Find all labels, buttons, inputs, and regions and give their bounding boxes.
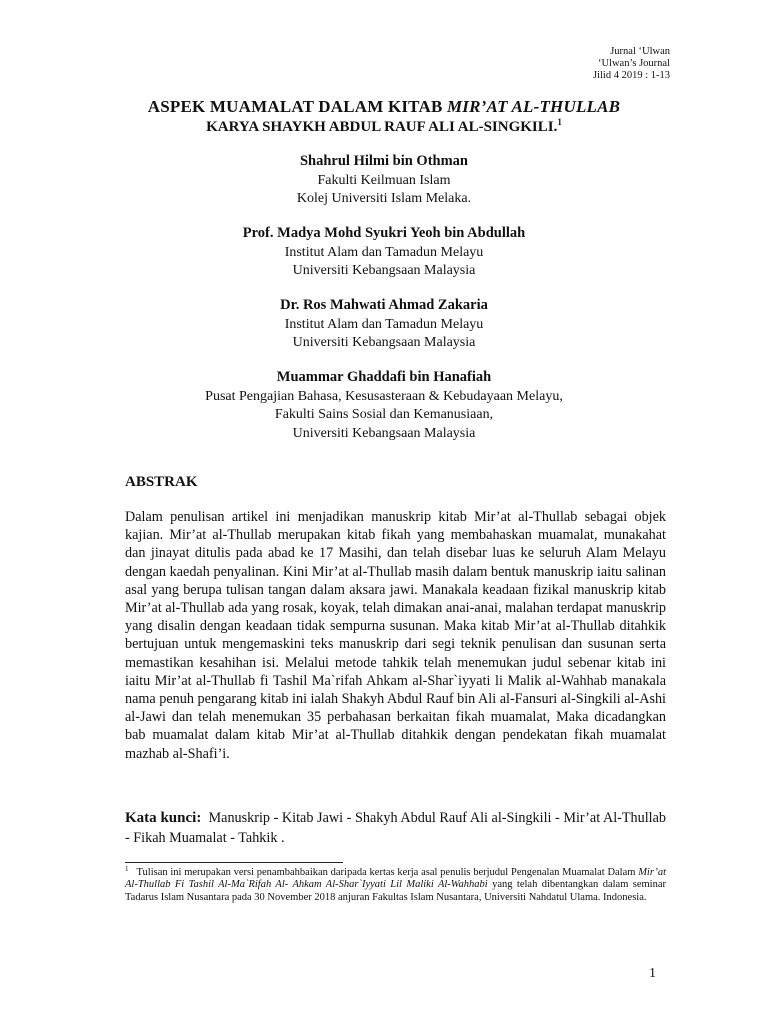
page-number: 1 xyxy=(649,966,656,981)
footnote xyxy=(125,867,666,904)
title-main: ASPEK MUAMALAT DALAM KITAB xyxy=(147,97,447,116)
title-italic: MIR’AT AL-THULLAB xyxy=(446,97,621,116)
keywords-label: Kata kunci: xyxy=(125,810,202,826)
author-affiliation: Institut Alam dan Tamadun Melayu xyxy=(284,244,484,260)
title-footnote-mark: 1 xyxy=(557,117,562,127)
author-affiliation: Pusat Pengajian Bahasa, Kesusasteraan & Kebudayaan Melayu, xyxy=(205,388,563,404)
footnote-text: Tulisan ini merupakan versi penambahbaikan daripada kertas kerja asal penulis berjudul Pengenalan Muamalat Dalam xyxy=(136,867,639,878)
journal-name-en: ‘Ulwan’s Journal xyxy=(597,58,670,69)
journal-volume: Jilid 4 2019 : 1-13 xyxy=(592,70,670,81)
author-affiliation: Universiti Kebangsaan Malaysia xyxy=(292,425,476,441)
footnote-text-end: yang telah dibentangkan dalam seminar Tadarus Islam Nusantara pada 30 November 2018 anjuran Fakultas Islam Nusantara, Universiti Nahdatul Ulama. Indonesia. xyxy=(125,879,666,903)
author-name: Shahrul Hilmi bin Othman xyxy=(299,153,468,169)
keywords-text: Manuskrip - Kitab Jawi - Shakyh Abdul Rauf Ali al-Singkili - Mir’at Al-Thullab - Fikah Muamalat - Tahkik . xyxy=(125,810,667,846)
author-name: Muammar Ghaddafi bin Hanafiah xyxy=(276,369,492,385)
footnote-divider xyxy=(125,862,343,863)
author-affiliation: Fakulti Keilmuan Islam xyxy=(317,172,451,188)
footnote-mark: 1 xyxy=(125,865,129,873)
author-block xyxy=(0,152,768,209)
author-affiliation: Kolej Universiti Islam Melaka. xyxy=(296,191,472,206)
author-block xyxy=(0,224,768,281)
abstract-heading: ABSTRAK xyxy=(125,474,198,490)
keywords xyxy=(125,808,666,848)
author-affiliation: Institut Alam dan Tamadun Melayu xyxy=(284,316,484,332)
article-title xyxy=(0,97,768,117)
author-block xyxy=(0,296,768,353)
abstract-body: Dalam penulisan artikel ini menjadikan manuskrip kitab Mir’at al-Thullab sebagai objek kajian. Mir’at al-Thullab merupakan kitab fikah yang membahaskan muamalat, munakahat dan jinayat ditulis pada abad ke 17 Masihi, dan telah disebar luas ke seluruh Alam Melayu dengan kaedah penyalinan. Kini Mir’at al-Thullab masih dalam bentuk manuskrip iaitu salinan asal yang berupa tulisan tangan dalam aksara jawi. Manakala keadaan fizikal manuskrip kitab Mir’at al-Thullab ada yang rosak, koyak, telah dimakan anai-anai, malahan terdapat manuskrip yang disalin dengan keadaan tidak sempurna susunan. Maka kitab Mir’at al-Thullab ditahkik bertujuan untuk mengemaskini teks manuskrip dari segi teknik penulisan dan susunan serta memastikan kesahihan isi. Melalui metode tahkik telah menemukan judul sebenar kitab ini iaitu Mir’at al-Thullab fi Tashil Ma`rifah Ahkam al-Shar`iyyati li Malik al-Wahhab manakala nama penuh pengarang kitab ini ialah Shakyh Abdul Rauf bin Ali al-Fansuri al-Singkili al-Ashi al-Jawi dan telah menemukan 35 perbahasan berkaitan fikah muamalat, Maka dicadangkan bab muamalat dalam kitab Mir’at al-Thullab ditahkik dengan pendekatan fikah muamalat mazhab al-Shafi’i. xyxy=(125,509,667,762)
journal-header xyxy=(593,46,670,82)
author-affiliation: Universiti Kebangsaan Malaysia xyxy=(292,335,476,350)
footnote-italic-title: Mir’at Al-Thullab Fi Tashil Al-Ma`Rifah Al- Ahkam Al-Shar`Iyyati Lil Maliki Al-Wahhabi xyxy=(125,867,666,891)
author-affiliation: Fakulti Sains Sosial dan Kemanusiaan, xyxy=(274,407,494,422)
article-subtitle xyxy=(0,118,768,136)
author-name: Prof. Madya Mohd Syukri Yeoh bin Abdullah xyxy=(242,225,526,241)
journal-name: Jurnal ‘Ulwan xyxy=(610,46,670,57)
author-affiliation: Universiti Kebangsaan Malaysia xyxy=(292,263,476,278)
subtitle-text: KARYA SHAYKH ABDUL RAUF ALI AL-SINGKILI. xyxy=(206,119,558,135)
author-block xyxy=(0,368,768,443)
author-name: Dr. Ros Mahwati Ahmad Zakaria xyxy=(280,297,488,313)
